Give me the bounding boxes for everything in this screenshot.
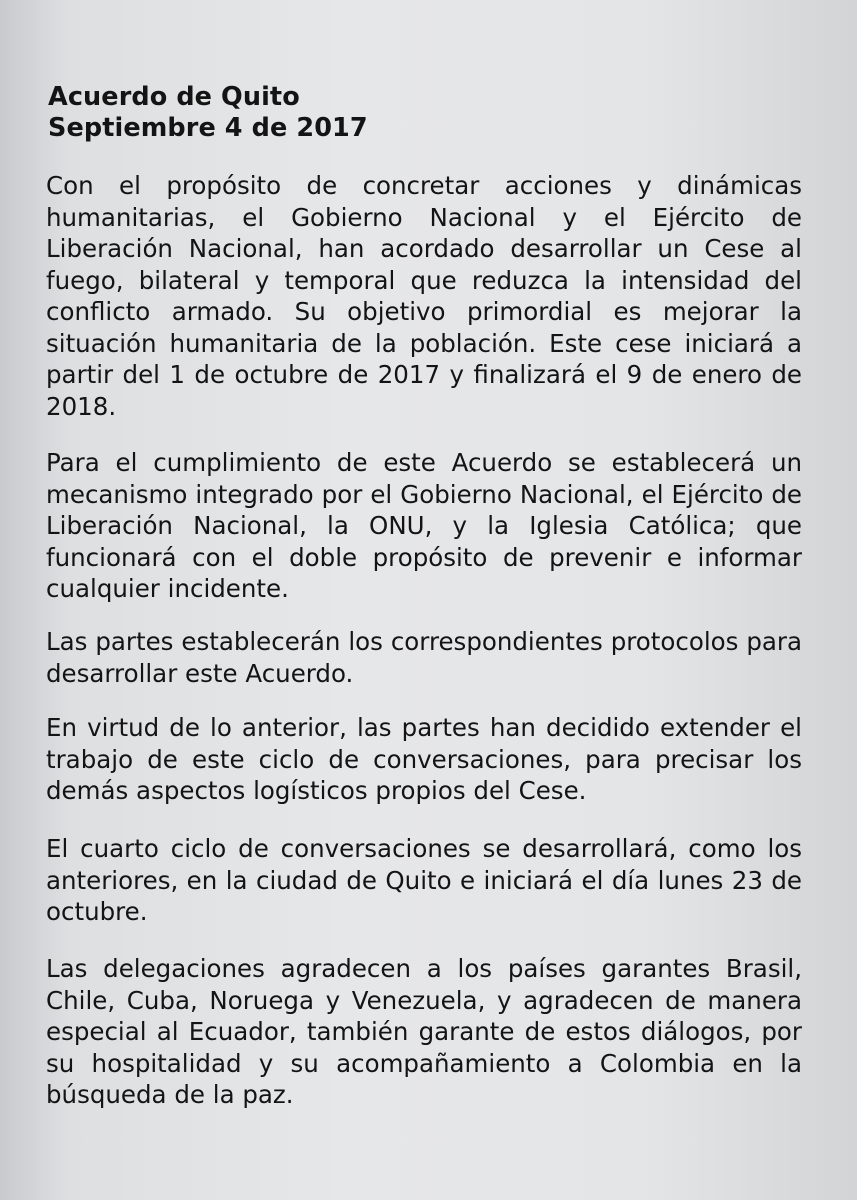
document-header <box>48 82 808 144</box>
paragraph-mechanism: Para el cumplimiento de este Acuerdo se establecerá un mecanismo integrado por el Gobierno Nacional, el Ejército de Liberación Nacional, la ONU, y la Iglesia Católica; que funcionará con el doble propósito de prevenir e informar cualquier incidente. <box>46 448 802 603</box>
document-date: Septiembre 4 de 2017 <box>48 113 368 143</box>
paragraph-fourth-cycle: El cuarto ciclo de conversaciones se desarrollará, como los anteriores, en la ciudad de Quito e iniciará el día lunes 23 de octubre. <box>46 834 802 926</box>
paragraph-cease-fire: Con el propósito de concretar acciones y dinámicas humanitarias, el Gobierno Nacional y el Ejército de Liberación Nacional, han acordado desarrollar un Cese al fuego, bilateral y temporal que reduzca la intensidad del conflicto armado. Su objetivo primordial es mejorar la situación humanitaria de la población. Este cese iniciará a partir del 1 de octubre de 2017 y finalizará el 9 de enero de 2018. <box>46 171 802 421</box>
document-title: Acuerdo de Quito <box>48 82 300 112</box>
paragraph-protocols: Las partes establecerán los correspondientes protocolos para desarrollar este Acuerdo. <box>46 627 802 688</box>
paragraph-extension: En virtud de lo anterior, las partes han decidido extender el trabajo de este ciclo de conversaciones, para precisar los demás aspectos logísticos propios del Cese. <box>46 713 802 805</box>
paragraph-acknowledgements: Las delegaciones agradecen a los países garantes Brasil, Chile, Cuba, Noruega y Venezuela, y agradecen de manera especial al Ecuador, también garante de estos diálogos, por su hospitalidad y su acompañamiento a Colombia en la búsqueda de la paz. <box>46 954 802 1109</box>
